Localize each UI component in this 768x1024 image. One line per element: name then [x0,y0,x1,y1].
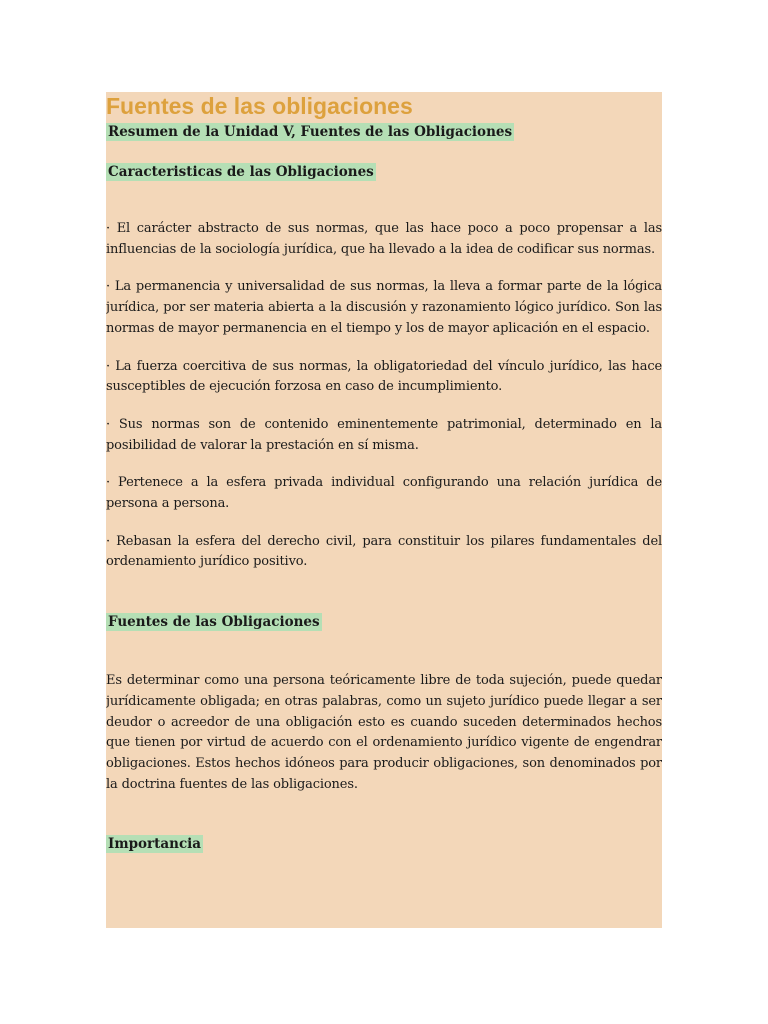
list-item: · El carácter abstracto de sus normas, que las hace poco a poco propensar a las influencias de la sociología jurídica, que ha llevado a la idea de codificar sus normas. [106,221,662,257]
caracteristicas-list [106,219,662,573]
section-heading-line [106,833,662,855]
document-title: Fuentes de las obligaciones [106,93,413,119]
list-item: · La permanencia y universalidad de sus normas, la lleva a formar parte de la lógica jurídica, por ser materia abierta a la discusión y razonamiento lógico jurídico. Son las normas de mayor permanencia en el tiempo y los de mayor aplicación en el espacio. [106,279,662,336]
section-heading-line [106,611,662,633]
list-item: · Sus normas son de contenido eminentemente patrimonial, determinado en la posibilidad de valorar la prestación en sí misma. [106,416,662,453]
section-heading-fuentes: Fuentes de las Obligaciones [108,614,320,631]
section-heading-line [106,161,662,183]
section-heading-importancia: Importancia [108,836,202,853]
section-heading-caracteristicas: Caracteristicas de las Obligaciones [108,164,374,180]
list-item: · Rebasan la esfera del derecho civil, para constituir los pilares fundamentales del ordenamiento jurídico positivo. [106,533,662,570]
document-subtitle-line [106,121,662,143]
fuentes-paragraph: Es determinar como una persona teóricamente libre de toda sujeción, puede quedar jurídicamente obligada; en otras palabras, como un sujeto jurídico puede llegar a ser deudor o acreedor de una obligación esto es cuando suceden determinados hechos que tienen por virtud de acuerdo con el ordenamiento jurídico vigente de engendrar obligaciones. Estos hechos idóneos para producir obligaciones, son denominados por la doctrina fuentes de las obligaciones. [106,673,662,792]
document-subtitle: Resumen de la Unidad V, Fuentes de las Obligaciones [108,124,513,140]
list-item: · Pertenece a la esfera privada individual configurando una relación jurídica de persona a persona. [106,475,662,512]
document-page [106,92,662,928]
list-item: · La fuerza coercitiva de sus normas, la obligatoriedad del vínculo jurídico, las hace susceptibles de ejecución forzosa en caso de incumplimiento. [106,358,662,395]
